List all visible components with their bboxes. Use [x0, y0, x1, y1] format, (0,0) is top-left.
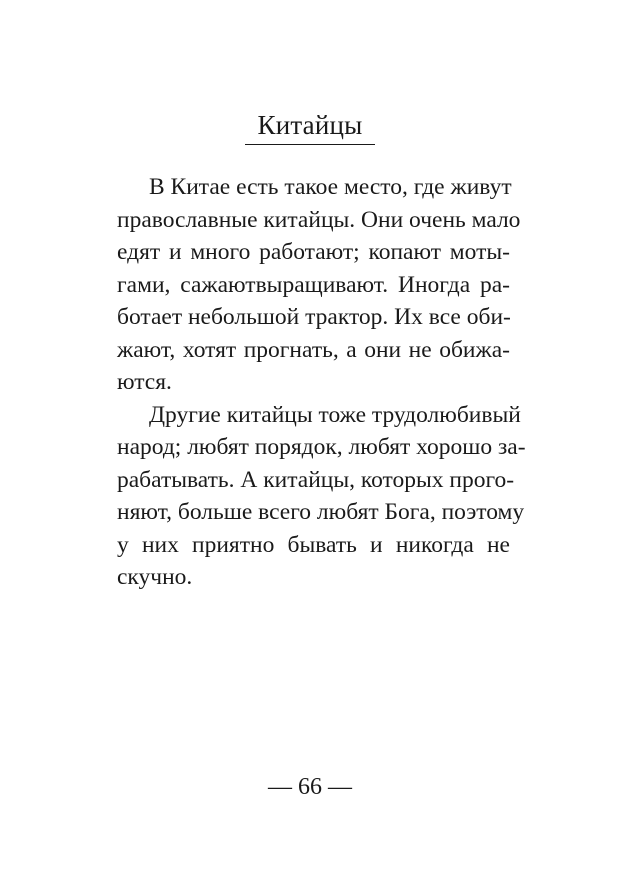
- text-line: няют, больше всего любят Бога, поэтому: [117, 499, 525, 525]
- page-number: — 66 —: [268, 774, 352, 800]
- paragraph-2: [117, 399, 526, 594]
- body-text: [117, 171, 526, 594]
- text-line: скучно.: [117, 564, 193, 590]
- paragraph-1: [117, 171, 521, 399]
- text-line: народ; любят порядок, любят хорошо за-: [117, 434, 526, 460]
- text-line: ются.: [117, 369, 172, 395]
- text-line: ботает небольшой трактор. Их все оби-: [117, 304, 511, 330]
- chapter-title-container: [0, 108, 620, 145]
- text-line: едят и много работают; копают моты-: [117, 239, 510, 265]
- text-line: жают, хотят прогнать, а они не обижа-: [117, 336, 510, 363]
- chapter-title: Китайцы: [245, 108, 374, 145]
- text-line: В Китае есть такое место, где живут: [149, 174, 512, 200]
- text-line: Другие китайцы тоже трудолюбивый: [149, 401, 521, 428]
- text-line: православные китайцы. Они очень мало: [117, 206, 521, 233]
- text-line: у них приятно бывать и никогда не: [117, 531, 510, 558]
- text-line: рабатывать. А китайцы, которых прого-: [117, 466, 515, 493]
- text-line: гами, сажаютвыращивают. Иногда ра-: [117, 271, 510, 298]
